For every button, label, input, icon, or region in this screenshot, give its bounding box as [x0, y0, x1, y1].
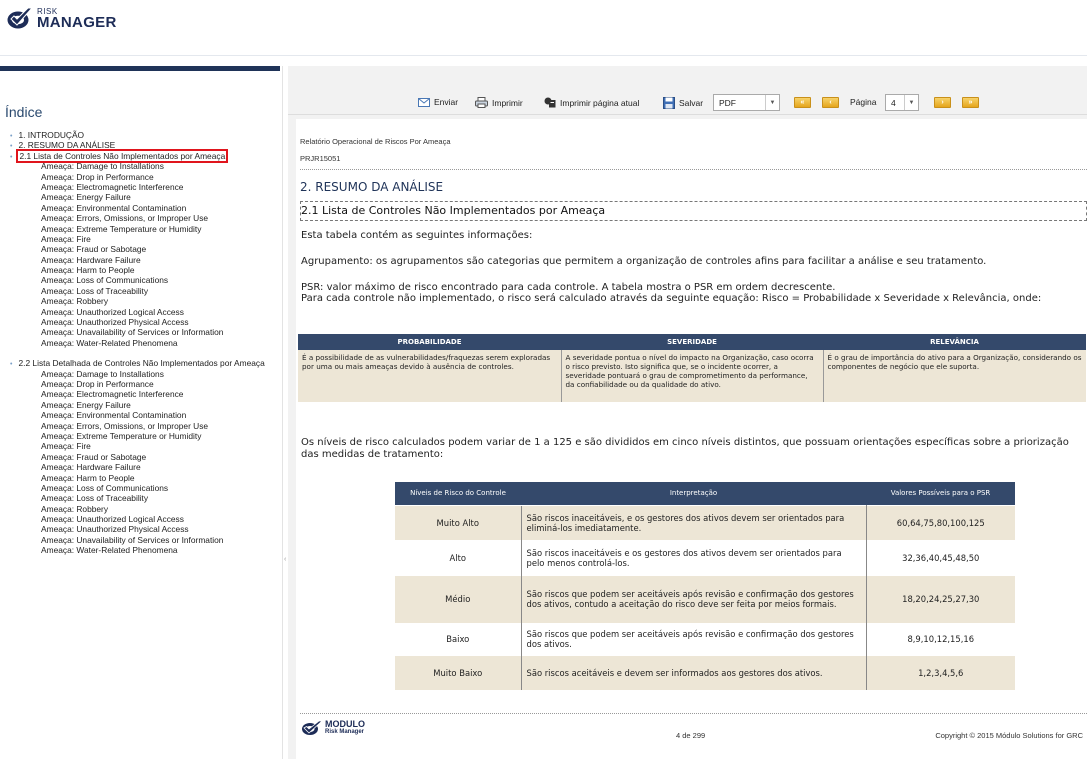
psr-values-cell: 32,36,40,45,48,50	[866, 540, 1015, 575]
index-item-label: Ameaça: Drop in Performance	[41, 171, 154, 182]
index-item-label: 2.2 Lista Detalhada de Controles Não Implementados por Ameaça	[18, 358, 265, 369]
index-threat-item[interactable]	[0, 244, 282, 254]
psr-values-cell: 1,2,3,4,5,6	[866, 655, 1015, 690]
index-list	[0, 130, 282, 556]
psr-values-cell: 8,9,10,12,15,16	[866, 623, 1015, 655]
index-threat-item[interactable]	[0, 452, 282, 462]
index-item-label: Ameaça: Damage to Installations	[41, 161, 164, 172]
table-header: Interpretação	[521, 482, 866, 505]
index-threat-item[interactable]	[0, 224, 282, 234]
interpretation-cell: São riscos que podem ser aceitáveis após revisão e confirmação dos gestores dos ativos.	[521, 623, 866, 655]
logo-big-text: MANAGER	[37, 14, 117, 31]
next-page-button[interactable]	[934, 97, 951, 108]
index-threat-item[interactable]	[0, 400, 282, 410]
risk-manager-logo[interactable]	[6, 4, 117, 34]
index-item-label: 2.1 Lista de Controles Não Implementados por Ameaça	[19, 150, 226, 161]
equation-paragraph: Para cada controle não implementado, o risco será calculado através da seguinte equação: Risco = Probabilidade x Severidade x Relevância, onde:	[301, 293, 1042, 304]
index-section-item[interactable]	[0, 151, 282, 161]
index-threat-item[interactable]	[0, 431, 282, 441]
index-section-item[interactable]	[0, 130, 282, 140]
index-threat-item[interactable]	[0, 192, 282, 202]
risk-level-cell: Baixo	[395, 623, 521, 655]
print-label: Imprimir	[492, 97, 523, 108]
subsection-heading: 2.1 Lista de Controles Não Implementados por Ameaça	[300, 201, 1087, 221]
table-cell: É o grau de importância do ativo para a Organização, considerando os componentes de negócio que ele suporta.	[823, 350, 1086, 402]
index-threat-item[interactable]	[0, 504, 282, 514]
index-threat-item[interactable]	[0, 535, 282, 545]
index-item-label: Ameaça: Robbery	[41, 503, 109, 514]
table-cell: A severidade pontua o nível do impacto na Organização, caso ocorra o risco previsto. Isto significa que, se o incidente ocorrer, a severidade pontuará o grau de comprometimento da performance, da confiabilidade ou da qualidade do ativo.	[561, 350, 823, 402]
index-item-label: Ameaça: Extreme Temperature or Humidity	[41, 430, 202, 441]
section-heading: 2. RESUMO DA ANÁLISE	[300, 180, 444, 194]
previous-page-button[interactable]	[822, 97, 839, 108]
modulo-check-icon	[301, 720, 323, 736]
risk-level-cell: Médio	[395, 575, 521, 623]
index-threat-item[interactable]	[0, 265, 282, 275]
index-item-label: Ameaça: Environmental Contamination	[41, 202, 187, 213]
logo-small-text: RISK	[37, 7, 58, 16]
index-threat-item[interactable]	[0, 286, 282, 296]
send-button[interactable]	[418, 97, 458, 107]
index-item-label: 1. INTRODUÇÃO	[18, 130, 85, 140]
index-item-label: Ameaça: Loss of Traceability	[41, 285, 149, 296]
psr-paragraph: PSR: valor máximo de risco encontrado para cada controle. A tabela mostra o PSR em ordem decrescente.	[301, 282, 836, 293]
interpretation-cell: São riscos inaceitáveis e os gestores dos ativos devem ser orientados para pelo menos controlá-los.	[521, 540, 866, 575]
index-threat-item[interactable]	[0, 172, 282, 182]
printer-icon	[475, 97, 488, 108]
footer-logo-title: MODULO	[325, 719, 365, 729]
index-item-label: Ameaça: Unauthorized Logical Access	[41, 514, 184, 525]
table-row	[395, 623, 1015, 655]
index-threat-item[interactable]	[0, 307, 282, 317]
index-threat-item[interactable]	[0, 379, 282, 389]
format-select-value: PDF	[719, 97, 736, 108]
table-row	[395, 505, 1015, 540]
sidebar-top-bar	[0, 66, 280, 71]
table-cell: É a possibilidade de as vulnerabilidades/fraquezas serem exploradas por uma ou mais ameaças devido à ausência de controles.	[298, 350, 561, 402]
interpretation-cell: São riscos inaceitáveis, e os gestores dos ativos devem ser orientados para eliminá-los imediatamente.	[521, 505, 866, 540]
index-item-label: Ameaça: Fire	[41, 441, 91, 452]
index-item-label: Ameaça: Harm to People	[41, 265, 135, 276]
index-item-label: Ameaça: Loss of Communications	[41, 275, 169, 286]
viewer-toolbar	[288, 75, 1087, 115]
footer-logo-subtitle: Risk Manager	[325, 729, 365, 735]
index-item-label: Ameaça: Drop in Performance	[41, 378, 154, 389]
index-threat-item[interactable]	[0, 338, 282, 348]
index-item-label: Ameaça: Hardware Failure	[41, 462, 141, 473]
index-threat-item[interactable]	[0, 296, 282, 306]
print-page-icon	[544, 97, 556, 108]
risk-levels-paragraph: Os níveis de risco calculados podem variar de 1 a 125 e são divididos em cinco níveis distintos, que possuam orientações específicas sobre a priorização das medidas de tratamento:	[301, 437, 1069, 460]
risk-factors-table	[298, 334, 1086, 402]
index-item-label: Ameaça: Extreme Temperature or Humidity	[41, 223, 202, 234]
print-button[interactable]	[475, 97, 523, 108]
intro-paragraph: Esta tabela contém as seguintes informações:	[301, 230, 533, 241]
last-page-button[interactable]	[962, 97, 979, 108]
index-threat-item[interactable]	[0, 462, 282, 472]
chevron-down-icon[interactable]: ▼	[765, 95, 779, 110]
index-threat-item[interactable]	[0, 410, 282, 420]
index-threat-item[interactable]	[0, 514, 282, 524]
index-item-label: Ameaça: Fraud or Sabotage	[41, 451, 147, 462]
index-threat-item[interactable]	[0, 389, 282, 399]
index-threat-item[interactable]	[0, 275, 282, 285]
chevron-down-icon[interactable]: ▼	[904, 95, 918, 110]
index-item-label: Ameaça: Unavailability of Services or Information	[41, 327, 224, 338]
index-threat-item[interactable]	[0, 545, 282, 555]
index-item-label: Ameaça: Damage to Installations	[41, 368, 164, 379]
index-threat-item[interactable]	[0, 483, 282, 493]
left-arrow-icon: ‹	[829, 99, 832, 106]
index-threat-item[interactable]	[0, 369, 282, 379]
logo-check-icon	[6, 5, 34, 33]
index-threat-item[interactable]	[0, 161, 282, 171]
interpretation-cell: São riscos aceitáveis e devem ser informados aos gestores dos ativos.	[521, 655, 866, 690]
interpretation-cell: São riscos que podem ser aceitáveis após revisão e confirmação dos gestores dos ativos, contudo a aceitação do risco deve ser feita por meios formais.	[521, 575, 866, 623]
report-viewer	[288, 66, 1087, 759]
index-spacer	[0, 348, 282, 358]
index-item-label: Ameaça: Environmental Contamination	[41, 410, 187, 421]
app-header	[0, 0, 1087, 56]
table-row	[395, 655, 1015, 690]
index-item-label: Ameaça: Energy Failure	[41, 399, 131, 410]
index-item-label: Ameaça: Robbery	[41, 296, 109, 307]
risk-level-cell: Muito Baixo	[395, 655, 521, 690]
index-threat-item[interactable]	[0, 473, 282, 483]
index-threat-item[interactable]	[0, 182, 282, 192]
index-section-item[interactable]	[0, 140, 282, 150]
splitter-grip-icon[interactable]: ‹	[284, 556, 287, 563]
right-arrow-icon: ›	[941, 99, 944, 106]
first-page-button[interactable]	[794, 97, 811, 108]
index-item-label: Ameaça: Water-Related Phenomena	[41, 337, 178, 348]
table-header: PROBABILIDADE	[298, 334, 561, 350]
index-item-label: Ameaça: Errors, Omissions, or Improper Use	[41, 213, 209, 224]
copyright-text: Copyright © 2015 Módulo Solutions for GRC	[935, 731, 1083, 740]
mail-icon	[418, 98, 430, 107]
index-section-item[interactable]	[0, 358, 282, 368]
index-item-label: Ameaça: Hardware Failure	[41, 254, 141, 265]
index-title: Índice	[5, 104, 43, 120]
print-page-label: Imprimir página atual	[560, 97, 640, 108]
page-select-value: 4	[891, 97, 896, 108]
page-select[interactable]	[885, 94, 919, 111]
index-sidebar	[0, 66, 282, 759]
index-threat-item[interactable]	[0, 213, 282, 223]
index-item-label: Ameaça: Fraud or Sabotage	[41, 244, 147, 255]
index-item-label: Ameaça: Electromagnetic Interference	[41, 389, 184, 400]
modulo-footer-logo	[301, 720, 365, 736]
index-item-label: Ameaça: Harm to People	[41, 472, 135, 483]
index-threat-item[interactable]	[0, 524, 282, 534]
table-header: Valores Possíveis para o PSR	[866, 482, 1015, 505]
header-divider	[300, 169, 1087, 170]
psr-values-cell: 18,20,24,25,27,30	[866, 575, 1015, 623]
print-current-page-button[interactable]	[544, 97, 639, 108]
index-item-label: Ameaça: Unavailability of Services or Information	[41, 534, 224, 545]
report-header-code: PRJR15051	[300, 154, 341, 163]
index-item-label: Ameaça: Fire	[41, 233, 91, 244]
index-threat-item[interactable]	[0, 255, 282, 265]
index-item-label: Ameaça: Unauthorized Physical Access	[41, 524, 189, 535]
index-threat-item[interactable]	[0, 493, 282, 503]
save-button[interactable]	[663, 97, 703, 109]
risk-levels-table	[395, 482, 1015, 690]
grouping-paragraph: Agrupamento: os agrupamentos são categorias que permitem a organização de controles afins para facilitar a análise e seu tratamento.	[301, 256, 987, 267]
index-threat-item[interactable]	[0, 317, 282, 327]
save-label: Salvar	[679, 98, 704, 108]
index-item-label: Ameaça: Errors, Omissions, or Improper Use	[41, 420, 209, 431]
index-item-label: Ameaça: Energy Failure	[41, 192, 131, 203]
psr-values-cell: 60,64,75,80,100,125	[866, 505, 1015, 540]
index-threat-item[interactable]	[0, 441, 282, 451]
table-row	[298, 350, 1086, 402]
index-item-label: Ameaça: Loss of Communications	[41, 482, 169, 493]
table-header: SEVERIDADE	[561, 334, 823, 350]
index-threat-item[interactable]	[0, 234, 282, 244]
index-item-label: Ameaça: Unauthorized Logical Access	[41, 306, 184, 317]
index-threat-item[interactable]	[0, 327, 282, 337]
table-row	[395, 575, 1015, 623]
index-item-label: Ameaça: Loss of Traceability	[41, 493, 149, 504]
index-threat-item[interactable]	[0, 421, 282, 431]
table-row	[395, 540, 1015, 575]
report-header-title: Relatório Operacional de Riscos Por Ameaça	[300, 137, 451, 146]
table-header: RELEVÂNCIA	[823, 334, 1086, 350]
index-threat-item[interactable]	[0, 203, 282, 213]
risk-level-cell: Muito Alto	[395, 505, 521, 540]
report-page	[296, 119, 1087, 759]
send-label: Enviar	[434, 97, 459, 107]
table-header: Níveis de Risco do Controle	[395, 482, 521, 505]
footer-divider	[300, 713, 1087, 714]
double-right-arrow-icon: »	[968, 99, 973, 106]
double-left-arrow-icon: «	[800, 99, 805, 106]
index-item-label: Ameaça: Unauthorized Physical Access	[41, 317, 189, 328]
save-disk-icon	[663, 97, 675, 109]
index-item-label: Ameaça: Electromagnetic Interference	[41, 181, 184, 192]
page-indicator: 4 de 299	[676, 731, 706, 740]
index-item-label: 2. RESUMO DA ANÁLISE	[18, 140, 116, 151]
risk-level-cell: Alto	[395, 540, 521, 575]
page-label: Página	[850, 97, 877, 107]
index-item-label: Ameaça: Water-Related Phenomena	[41, 545, 178, 556]
format-select[interactable]	[713, 94, 780, 111]
